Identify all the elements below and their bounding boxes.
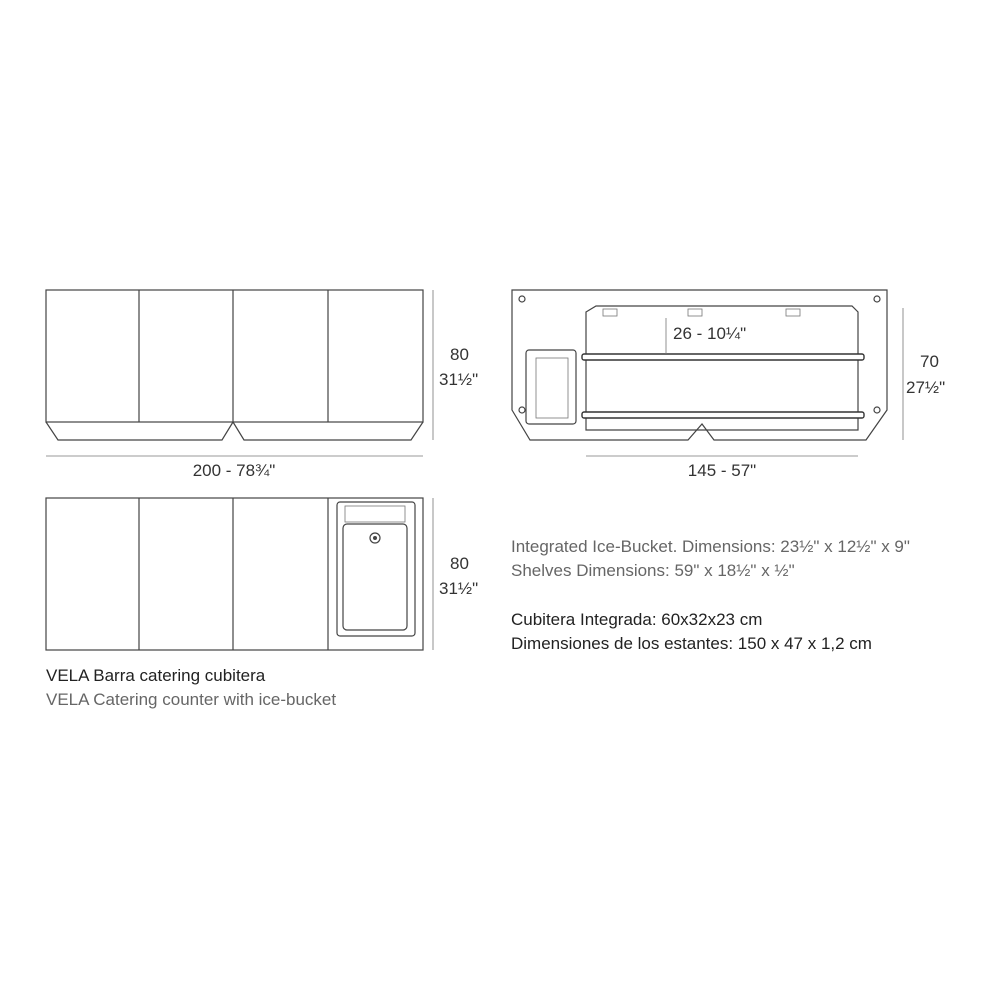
screw-hole-icon <box>519 296 525 302</box>
side-ice-bucket <box>526 350 576 424</box>
spec-shelves-es: Dimensiones de los estantes: 150 x 47 x 1,2 cm <box>511 634 872 653</box>
spec-shelves-en: Shelves Dimensions: 59" x 18½" x ½" <box>511 561 795 580</box>
front-height-in: 31½" <box>439 370 479 389</box>
side-width-label: 145 - 57" <box>687 461 757 480</box>
screw-hole-icon <box>874 296 880 302</box>
ice-bucket-lid <box>345 506 405 522</box>
product-name-es: VELA Barra catering cubitera <box>46 666 266 685</box>
upper-shelf <box>582 354 864 360</box>
shelf-bracket-icon <box>786 309 800 316</box>
front-view <box>46 290 478 480</box>
front-base-right <box>233 422 423 440</box>
front-height-cm: 80 <box>450 345 469 364</box>
back-outline <box>46 498 423 650</box>
back-height-cm: 80 <box>450 554 469 573</box>
front-panels-outline <box>46 290 423 422</box>
back-height-in: 31½" <box>439 579 479 598</box>
side-height-cm: 70 <box>920 352 939 371</box>
screw-hole-icon <box>519 407 525 413</box>
drain-center-icon <box>373 536 377 540</box>
shelf-gap-label: 26 - 10¼" <box>673 324 747 343</box>
side-ice-bucket-inner <box>536 358 568 418</box>
side-height-in: 27½" <box>906 378 946 397</box>
screw-hole-icon <box>874 407 880 413</box>
shelf-bracket-icon <box>603 309 617 316</box>
product-name-en: VELA Catering counter with ice-bucket <box>46 690 337 709</box>
shelf-bracket-icon <box>688 309 702 316</box>
front-width-label: 200 - 78¾" <box>192 461 276 480</box>
spec-ice-bucket-es: Cubitera Integrada: 60x32x23 cm <box>511 610 763 629</box>
spec-ice-bucket-en: Integrated Ice-Bucket. Dimensions: 23½" x 12½" x 9" <box>511 537 910 556</box>
lower-shelf <box>582 412 864 418</box>
front-base-left <box>46 422 233 440</box>
back-view <box>46 498 478 650</box>
side-view <box>512 290 945 480</box>
